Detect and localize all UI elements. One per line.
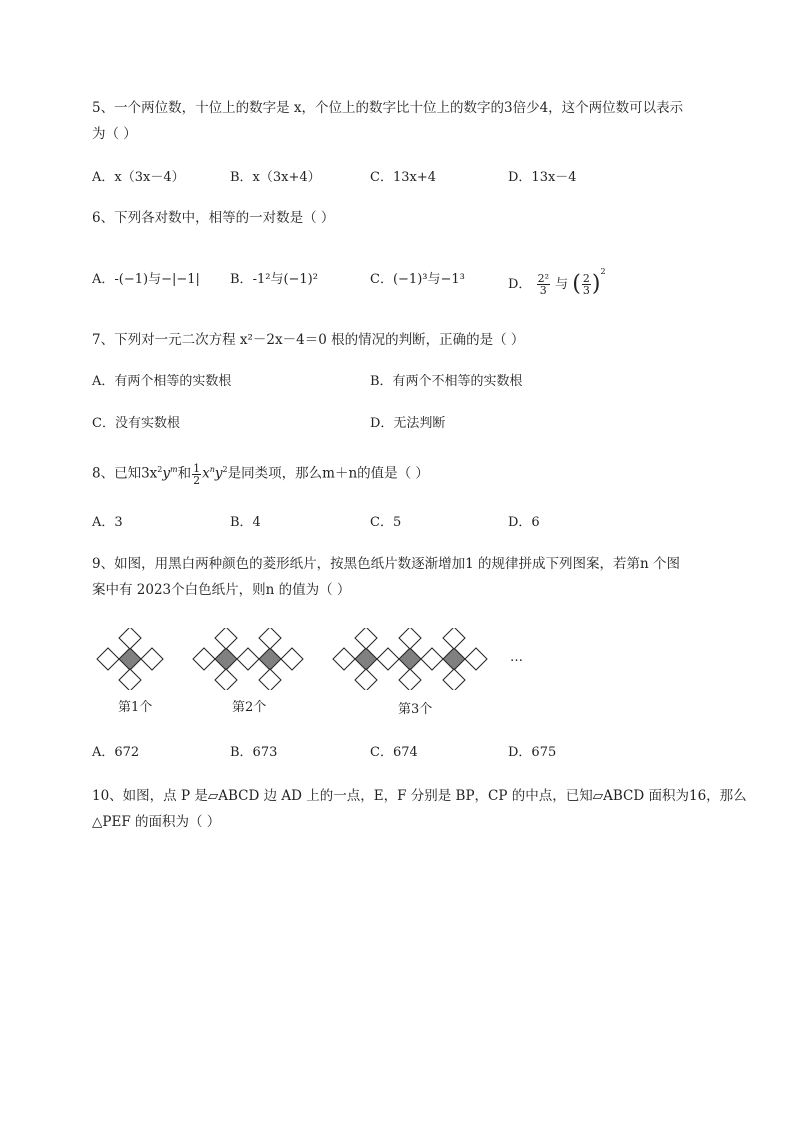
pattern2-white-right-2	[281, 648, 303, 670]
pattern3-dark-3	[443, 648, 465, 670]
q6-option-a-label: A．	[92, 272, 115, 287]
q8-suffix: 是同类项，那么m＋n的值是（ ）	[227, 465, 429, 482]
q9-fig-label-2: 第2个	[232, 700, 267, 715]
q8-and: 和	[177, 465, 192, 482]
pattern3-white-bottom-2	[399, 669, 421, 690]
q7-option-b[interactable]: B．有两个不相等的实数根	[370, 374, 523, 389]
q6-option-d-label: D．	[508, 277, 532, 292]
q7-option-c[interactable]: C．没有实数根	[92, 416, 180, 431]
q8-y2: y	[214, 465, 223, 482]
q5-option-c[interactable]: C．13x+4	[370, 170, 436, 185]
pattern3-white-top-2	[399, 628, 421, 649]
q8-exp1: 2	[157, 465, 163, 474]
q9-option-d[interactable]: D．675	[508, 745, 557, 760]
pattern3-white-left	[333, 648, 355, 670]
q8-exp2: 2	[222, 465, 228, 474]
pattern2-dark-2	[259, 648, 281, 670]
q8-x2: x	[202, 465, 210, 482]
q5-stem-line2: 为（ ）	[92, 126, 137, 142]
q9-stem-line1: 9、如图，用黑白两种颜色的菱形纸片，按黑色纸片数逐渐增加1 的规律拼成下列图案，若第n 个图	[92, 556, 680, 572]
pattern2-white-left	[193, 648, 215, 670]
q9-fig-label-3: 第3个	[398, 702, 433, 717]
pattern2-dark-1	[215, 648, 237, 670]
q6-option-b-label: B．	[230, 272, 253, 287]
q9-option-b[interactable]: B．673	[230, 745, 278, 760]
pattern3-dark-2	[399, 648, 421, 670]
q8-fraction	[192, 463, 201, 486]
pattern3-white-right-2	[421, 648, 443, 670]
q7-option-a[interactable]: A．有两个相等的实数根	[92, 374, 232, 389]
pattern2-white-top-1	[215, 628, 237, 649]
pattern3-white-right-1	[377, 648, 399, 670]
q6-d-left-den: 3	[539, 284, 547, 297]
q6-d-mid: 与	[555, 277, 569, 292]
pattern1-dark-1	[119, 648, 141, 670]
q6-d-left-fraction	[537, 273, 550, 296]
q8-y1: y	[162, 465, 171, 482]
q8-option-c[interactable]: C．5	[370, 515, 402, 530]
q8-option-d[interactable]: D．6	[508, 515, 540, 530]
q8-stem	[92, 460, 429, 486]
pattern2-white-bottom-1	[215, 669, 237, 690]
pattern2-white-right-1	[237, 648, 259, 670]
q5-option-d[interactable]: D．13x－4	[508, 170, 577, 185]
q6-d-right-fraction	[582, 273, 591, 296]
q10-stem-line1: 10、如图，点 P 是▱ABCD 边 AD 上的一点，E，F 分别是 BP，CP 的中点，已知▱ABCD 面积为16，那么	[92, 788, 747, 804]
q6-option-c-label: C．	[370, 272, 393, 287]
q6-option-a-expr: -(−1)与−|−1|	[114, 272, 200, 287]
pattern3-white-top-1	[355, 628, 377, 649]
q10-stem-line2: △PEF 的面积为（ ）	[92, 814, 221, 830]
pattern1-white-top-1	[119, 628, 141, 649]
q6-option-b[interactable]	[230, 270, 318, 290]
q8-option-a[interactable]: A．3	[92, 515, 123, 530]
pattern3-white-bottom-1	[355, 669, 377, 690]
pattern3-dark-1	[355, 648, 377, 670]
q9-rhombus-pattern-figure	[92, 628, 532, 718]
q7-option-d[interactable]: D．无法判断	[370, 416, 446, 431]
pattern3-white-top-3	[443, 628, 465, 649]
q6-d-right-exp: 2	[600, 267, 606, 276]
pattern3-white-right-3	[465, 648, 487, 670]
q8-prefix: 8、已知3x	[92, 465, 158, 482]
q6-d-left-paren: (	[572, 271, 581, 297]
q8-exp-n: n	[209, 465, 215, 474]
pattern1-white-bottom-1	[119, 669, 141, 690]
q9-option-c[interactable]: C．674	[370, 745, 418, 760]
q8-option-b[interactable]: B．4	[230, 515, 261, 530]
q5-option-a[interactable]: A．x（3x－4）	[92, 170, 185, 185]
q6-option-d[interactable]	[508, 262, 606, 296]
pattern2-white-bottom-2	[259, 669, 281, 690]
q9-ellipsis: …	[510, 650, 523, 665]
q6-stem: 6、下列各对数中，相等的一对数是（ ）	[92, 210, 335, 226]
q6-d-right-num: 2	[582, 272, 590, 285]
q5-stem-line1: 5、一个两位数，十位上的数字是 x，个位上的数字比十位上的数字的3倍少4，这个两位数可以表示	[92, 100, 684, 116]
q6-option-c-expr: (−1)³与−1³	[392, 272, 465, 287]
q9-pattern-svg	[92, 628, 532, 690]
q8-exp-m: m	[170, 465, 178, 474]
q9-fig-label-1: 第1个	[118, 700, 153, 715]
pattern2-white-top-2	[259, 628, 281, 649]
q6-option-b-expr: -1²与(−1)²	[252, 272, 318, 287]
q6-d-right-paren: )	[591, 271, 601, 297]
q9-option-a[interactable]: A．672	[92, 745, 140, 760]
q9-stem-line2: 案中有 2023个白色纸片，则n 的值为（ ）	[92, 582, 351, 598]
q8-frac-num: 1	[193, 461, 201, 475]
q5-option-b[interactable]: B．x（3x+4）	[230, 170, 321, 185]
q6-d-left-num: 2²	[537, 272, 549, 285]
q6-d-right-den: 3	[582, 284, 590, 297]
q6-option-c[interactable]	[370, 270, 465, 290]
q7-stem: 7、下列对一元二次方程 x²－2x－4＝0 根的情况的判断，正确的是（ ）	[92, 332, 525, 348]
q8-frac-den: 2	[193, 473, 201, 487]
pattern1-white-left	[97, 648, 119, 670]
q6-option-a[interactable]	[92, 270, 200, 290]
pattern1-white-right-1	[141, 648, 163, 670]
pattern3-white-bottom-3	[443, 669, 465, 690]
